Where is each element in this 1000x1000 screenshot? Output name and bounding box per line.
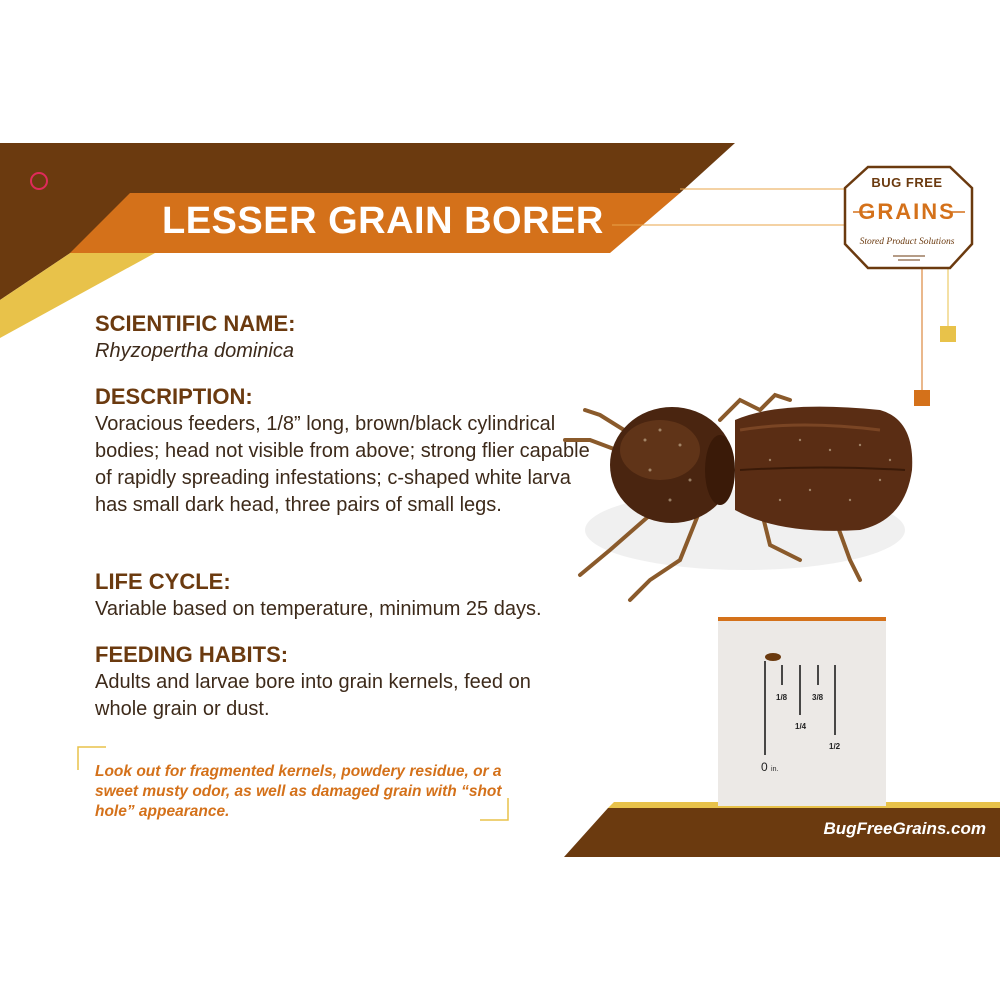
scientific-name-value: Rhyzopertha dominica — [95, 340, 294, 362]
page-title: LESSER GRAIN BORER — [162, 200, 604, 242]
description-body: Voracious feeders, 1/8” long, brown/black cylindrical bodies; head not visible from above; strong flier capable of rapidly spreading infestations; c-shaped white larva has small dark head, three pairs of small legs. — [95, 413, 590, 516]
tip-callout: Look out for fragmented kernels, powdery residue, or a sweet musty odor, as well as damaged grain with “shot hole” appearance. — [95, 763, 502, 820]
life-cycle-body: Variable based on temperature, minimum 25 days. — [95, 598, 542, 620]
ruler-zero-label — [761, 761, 778, 776]
beetle-scale-icon — [765, 653, 781, 661]
square-orange — [914, 390, 930, 406]
ruler-zero-unit: in. — [771, 766, 779, 773]
life-cycle-heading: LIFE CYCLE: — [95, 569, 231, 594]
feeding-habits-heading: FEEDING HABITS: — [95, 642, 289, 667]
size-ruler-graphic — [718, 617, 886, 802]
feeding-habits-body: Adults and larvae bore into grain kernels, feed on whole grain or dust. — [95, 671, 531, 720]
square-yellow — [940, 326, 956, 342]
logo-top-text: BUG FREE — [871, 175, 943, 190]
ruler-tick-1-4: 1/4 — [795, 722, 807, 731]
website-link[interactable]: BugFreeGrains.com — [823, 819, 986, 838]
beetle-photo-icon — [565, 395, 912, 600]
ruler-tick-1-8: 1/8 — [776, 693, 788, 702]
ruler-zero-value: 0 — [761, 760, 768, 774]
size-ruler-panel — [718, 617, 886, 806]
ruler-tick-1-2: 1/2 — [829, 742, 841, 751]
logo-main-text: GRAINS — [858, 199, 956, 224]
banner-dark-band — [0, 143, 735, 193]
description-heading: DESCRIPTION: — [95, 384, 253, 409]
scientific-name-heading: SCIENTIFIC NAME: — [95, 311, 296, 336]
ruler-tick-3-8: 3/8 — [812, 693, 824, 702]
logo-sub-text: Stored Product Solutions — [859, 237, 955, 247]
